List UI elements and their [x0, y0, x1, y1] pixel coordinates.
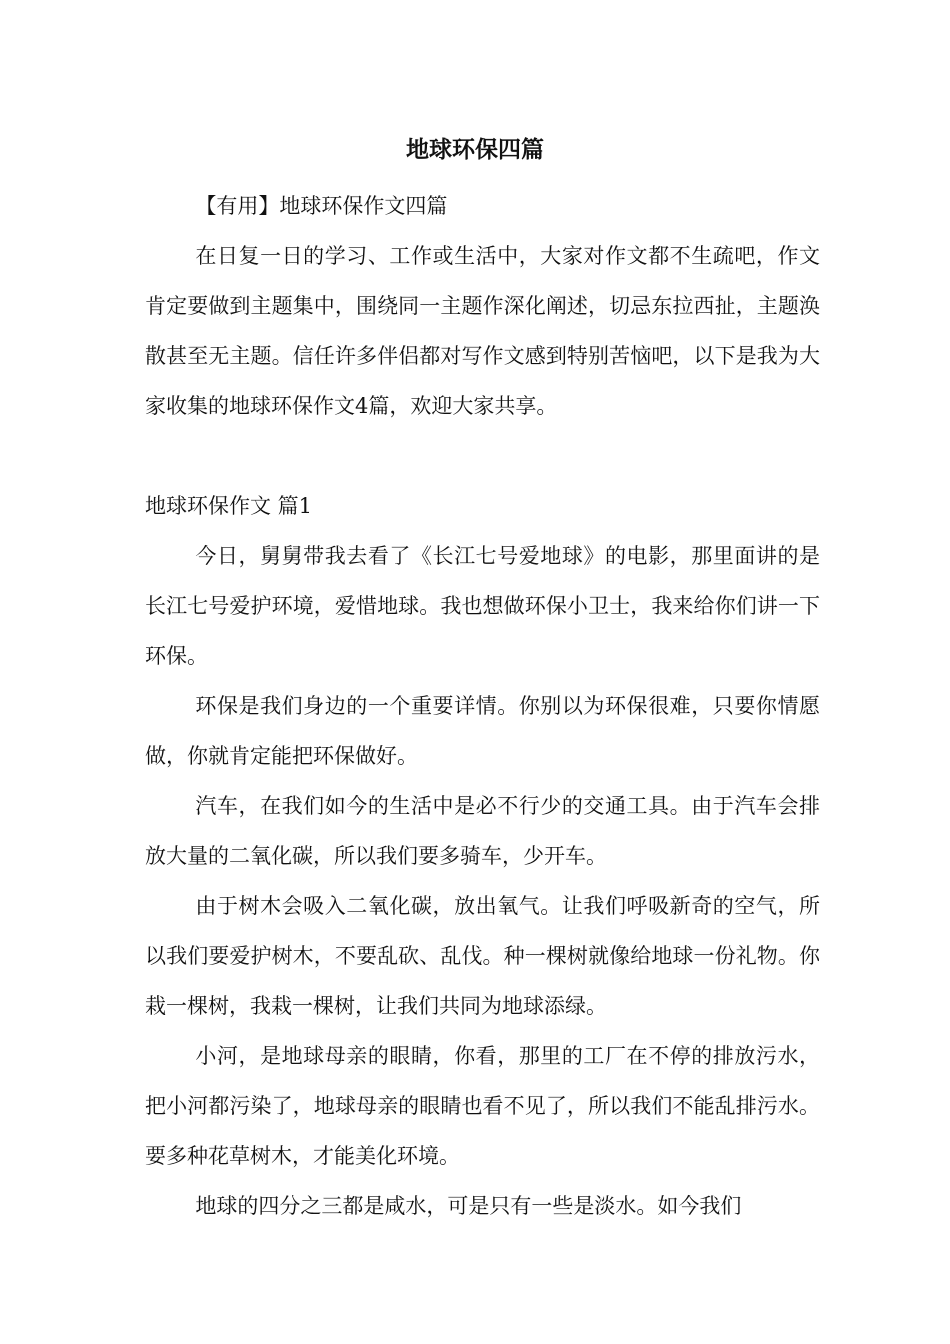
body-paragraph: 环保是我们身边的一个重要详情。你别以为环保很难，只要你情愿做，你就肯定能把环保做好。: [145, 694, 820, 768]
body-paragraph: 今日，舅舅带我去看了《长江七号爱地球》的电影，那里面讲的是长江七号爱护环境，爱惜地球。我也想做环保小卫士，我来给你们讲一下环保。: [145, 544, 820, 668]
intro-paragraph: 在日复一日的学习、工作或生活中，大家对作文都不生疏吧，作文肯定要做到主题集中，围绕同一主题作深化阐述，切忌东拉西扯，主题涣散甚至无主题。信任许多伴侣都对写作文感到特别苦恼吧，以下是我为大家收集的地球环保作文4篇，欢迎大家共享。: [145, 244, 820, 418]
section-spacer: [145, 431, 820, 481]
body-paragraph: 由于树木会吸入二氧化碳，放出氧气。让我们呼吸新奇的空气，所以我们要爱护树木，不要乱砍、乱伐。种一棵树就像给地球一份礼物。你栽一棵树，我栽一棵树，让我们共同为地球添绿。: [145, 894, 820, 1018]
document-subtitle: 【有用】地球环保作文四篇: [195, 194, 448, 218]
document-body: [145, 181, 820, 1231]
document-title: 地球环保四篇: [406, 136, 544, 163]
body-paragraph: 地球的四分之三都是咸水，可是只有一些是淡水。如今我们: [195, 1194, 742, 1218]
body-paragraph: 汽车，在我们如今的生活中是必不行少的交通工具。由于汽车会排放大量的二氧化碳，所以我们要多骑车，少开车。: [145, 794, 820, 868]
section-heading: 地球环保作文 篇1: [145, 494, 313, 518]
body-paragraph: 小河，是地球母亲的眼睛，你看，那里的工厂在不停的排放污水，把小河都污染了，地球母亲的眼睛也看不见了，所以我们不能乱排污水。要多种花草树木，才能美化环境。: [145, 1044, 820, 1168]
